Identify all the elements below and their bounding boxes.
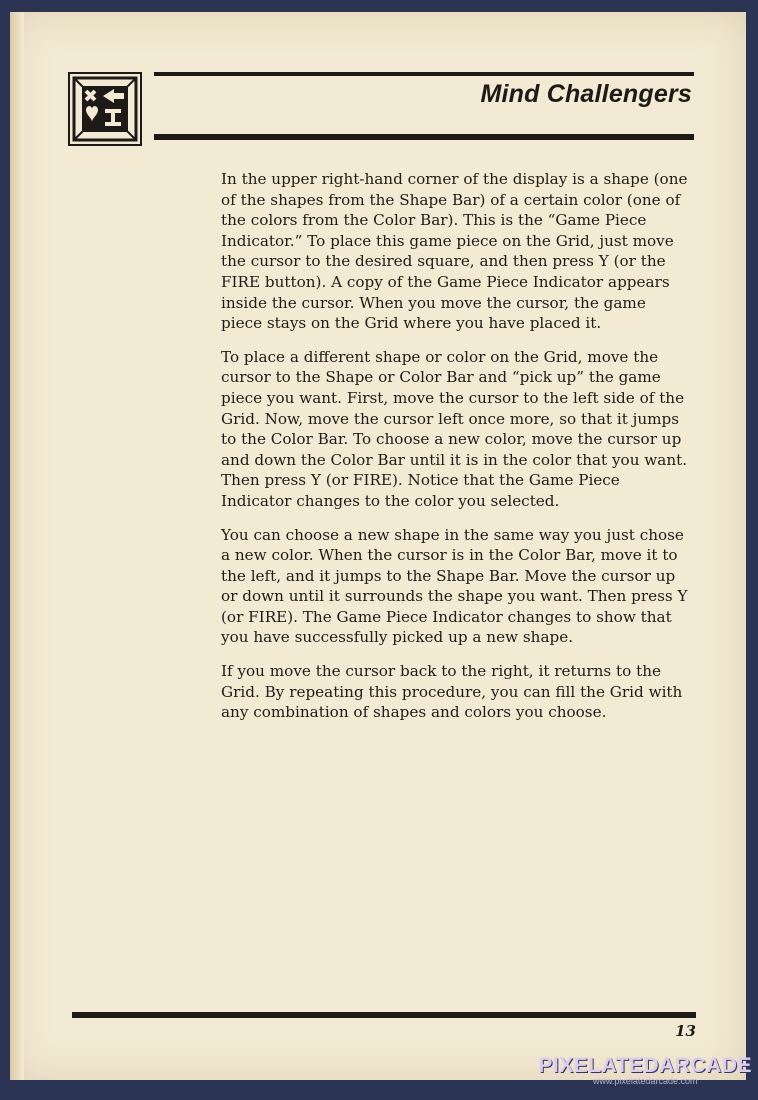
watermark: [538, 1054, 752, 1086]
page-title: Mind Challengers: [480, 80, 692, 108]
watermark-title: PIXELATEDARCADE: [538, 1054, 752, 1077]
paragraph: You can choose a new shape in the same way you just chose a new color. When the cursor is in the Color Bar, move it to the left, and it jumps to the Shape Bar. Move the cursor up or down until it surrounds the shape you want. Then press Y (or FIRE). The Game Piece Indicator changes to show that you have successfully picked up a new shape.: [221, 525, 688, 647]
manual-page: [10, 12, 746, 1080]
footer-rule: [72, 1012, 696, 1018]
puzzle-logo-icon: [68, 72, 142, 146]
page-number: 13: [675, 1022, 696, 1040]
header-rule-top: [154, 72, 694, 76]
paragraph: To place a different shape or color on the Grid, move the cursor to the Shape or Color Bar and “pick up” the game piece you want. First, move the cursor to the left side of the Grid. Now, move the cursor left once more, so that it jumps to the Color Bar. To choose a new color, move the cursor up and down the Color Bar until it is in the color that you want. Then press Y (or FIRE). Notice that the Game Piece Indicator changes to the color you selected.: [221, 347, 688, 510]
body-text: [221, 169, 691, 736]
header-rule-bottom: [154, 134, 694, 140]
paragraph: If you move the cursor back to the right, it returns to the Grid. By repeating this procedure, you can fill the Grid with any combination of shapes and colors you choose.: [221, 662, 683, 722]
watermark-url: www.pixelatedarcade.com: [592, 1076, 698, 1086]
paragraph: In the upper right-hand corner of the display is a shape (one of the shapes from the Shape Bar) of a certain color (one of the colors from the Color Bar). This is the “Game Piece Indicator.” To place this game piece on the Grid, just move the cursor to the desired square, and then press Y (or the FIRE button). A copy of the Game Piece Indicator appears inside the cursor. When you move the cursor, the game piece stays on the Grid where you have placed it.: [221, 170, 688, 333]
page-spine: [10, 12, 24, 1080]
